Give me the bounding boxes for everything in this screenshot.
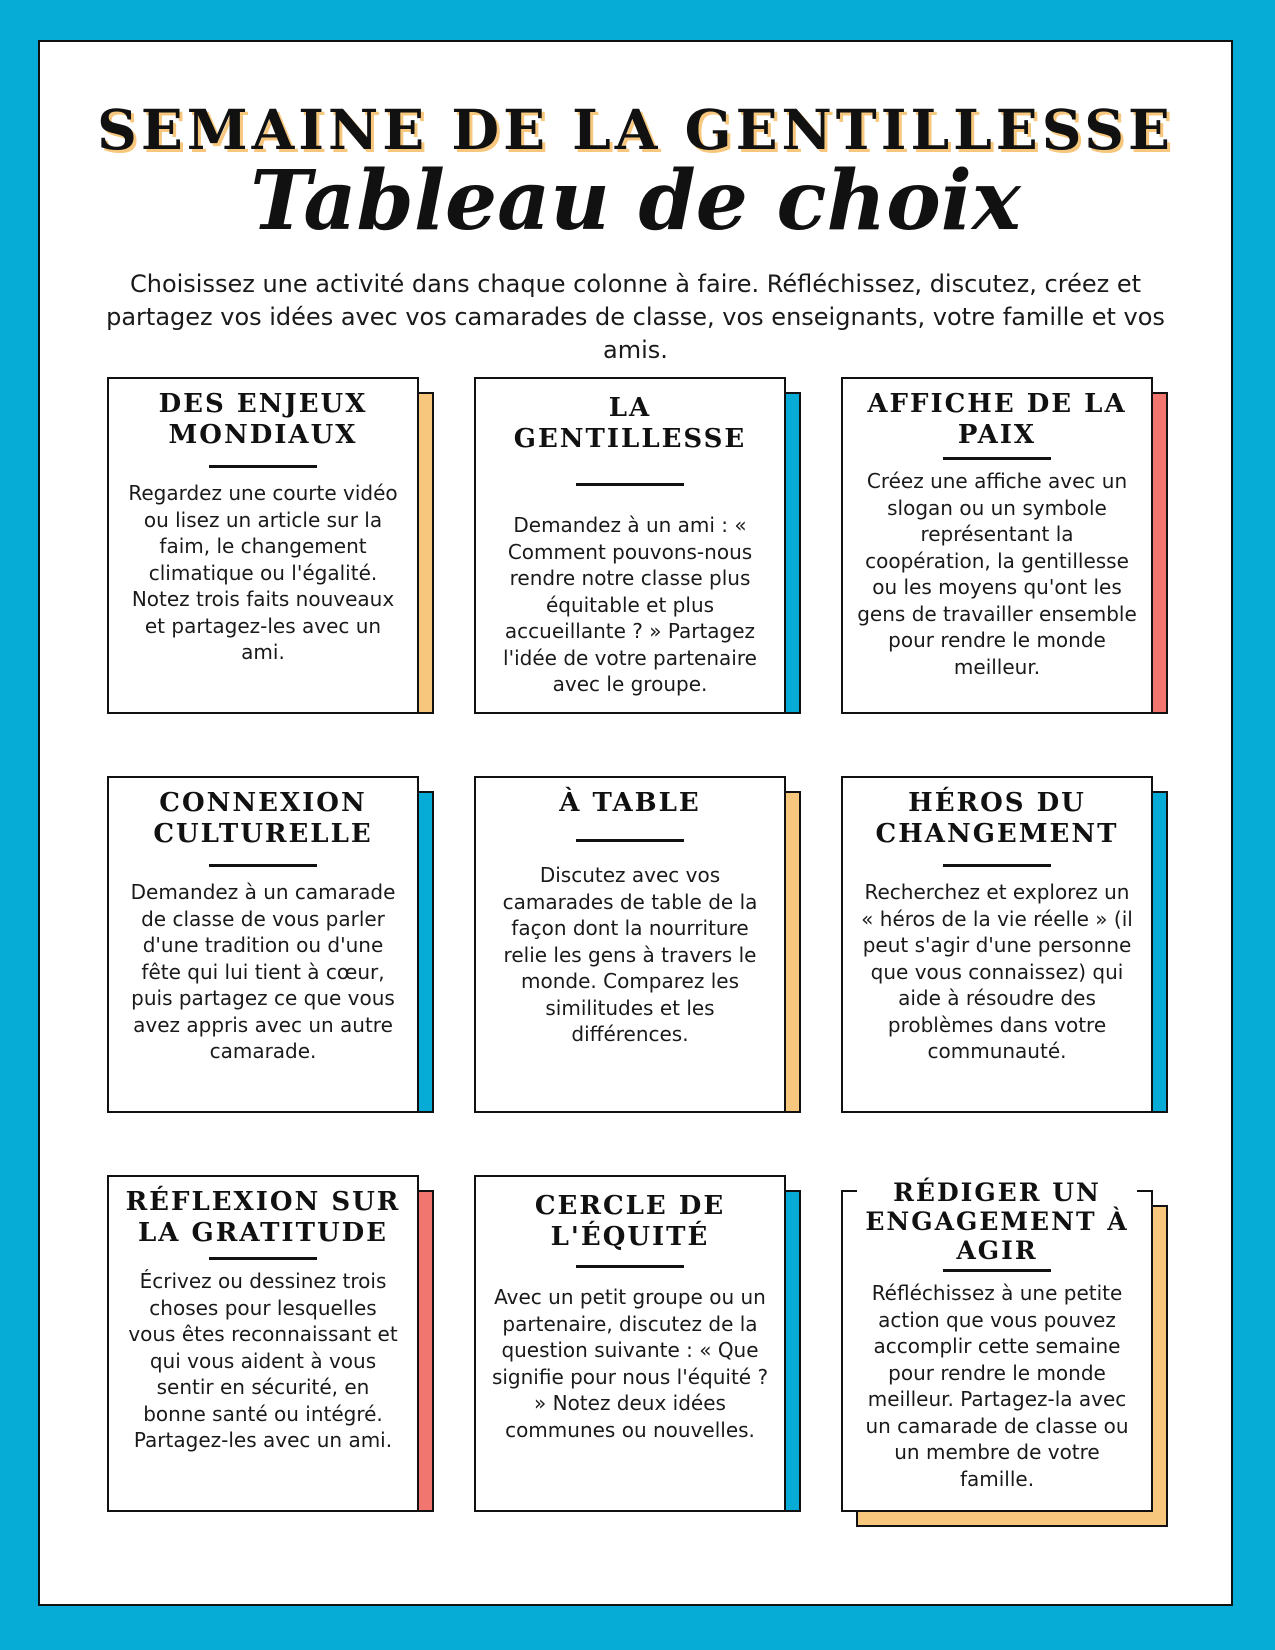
- card-text: Demandez à un ami : « Comment pouvons-nous rendre notre classe plus équitable et plus accueillante ? » Partagez l'idée de votre partenaire avec le groupe.: [503, 513, 757, 696]
- card-body: [107, 377, 419, 714]
- card-title: AFFICHE DE LA PAIX: [867, 389, 1127, 450]
- card-divider: [209, 864, 317, 867]
- card-title: LA GENTILLESSE: [513, 393, 747, 454]
- choice-card: [107, 377, 419, 714]
- card-body: [841, 377, 1153, 714]
- card-body: [474, 1175, 786, 1512]
- card-title: HÉROS DU CHANGEMENT: [875, 788, 1119, 849]
- card-divider: [576, 839, 684, 842]
- card-divider: [209, 465, 317, 468]
- card-title: RÉFLEXION SUR LA GRATITUDE: [125, 1187, 401, 1248]
- card-body: [841, 776, 1153, 1113]
- intro-text: Choisissez une activité dans chaque colonne à faire. Réfléchissez, discutez, créez et partagez vos idées avec vos camarades de classe, vos enseignants, votre famille et vos amis.: [106, 270, 1165, 364]
- card-title: DES ENJEUX MONDIAUX: [158, 389, 368, 450]
- card-divider: [943, 864, 1051, 867]
- card-title: CONNEXION CULTURELLE: [153, 788, 373, 849]
- card-title: À TABLE: [559, 788, 701, 818]
- card-text: Avec un petit groupe ou un partenaire, discutez de la question suivante : « Que signifie pour nous l'équité ? » Notez deux idées communes ou nouvelles.: [491, 1285, 769, 1442]
- card-divider: [576, 1265, 684, 1268]
- page-subtitle: Tableau de choix: [250, 153, 1021, 249]
- card-text: Discutez avec vos camarades de table de la façon dont la nourriture relie les gens à travers le monde. Comparez les similitudes et les différences.: [502, 863, 758, 1046]
- card-body: [107, 776, 419, 1113]
- card-text: Écrivez ou dessinez trois choses pour lesquelles vous êtes reconnaissant et qui vous aident à vous sentir en sécurité, en bonne santé ou intégré. Partagez-les avec un ami.: [128, 1269, 398, 1452]
- card-divider: [943, 457, 1051, 460]
- choice-card: [474, 1175, 786, 1512]
- card-divider: [209, 1257, 317, 1260]
- page-title: SEMAINE DE LA GENTILLESSE: [97, 97, 1174, 162]
- page-sheet: [38, 40, 1233, 1606]
- card-text: Créez une affiche avec un slogan ou un symbole représentant la coopération, la gentillesse ou les moyens qu'ont les gens de travailler ensemble pour rendre le monde meilleur.: [857, 469, 1137, 679]
- card-body: [841, 1178, 1153, 1512]
- card-body: [474, 776, 786, 1113]
- choice-card: [841, 776, 1153, 1113]
- card-divider: [943, 1269, 1051, 1272]
- choice-card: [107, 776, 419, 1113]
- card-text: Regardez une courte vidéo ou lisez un article sur la faim, le changement climatique ou l'égalité. Notez trois faits nouveaux et partagez-les avec un ami.: [128, 481, 398, 664]
- card-body: [107, 1175, 419, 1512]
- card-text: Réfléchissez à une petite action que vous pouvez accomplir cette semaine pour rendre le monde meilleur. Partagez-la avec un camarade de classe ou un membre de votre famille.: [865, 1281, 1129, 1491]
- choice-card: [841, 377, 1153, 714]
- card-title: CERCLE DE L'ÉQUITÉ: [534, 1191, 726, 1252]
- card-text: Demandez à un camarade de classe de vous parler d'une tradition ou d'une fête qui lui tient à cœur, puis partagez ce que vous avez appris avec un autre camarade.: [130, 880, 396, 1063]
- card-body: [474, 377, 786, 714]
- choice-card: [841, 1178, 1153, 1527]
- card-text: Recherchez et explorez un « héros de la vie réelle » (il peut s'agir d'une personne que vous connaissez) qui aide à résoudre des problèmes dans votre communauté.: [861, 880, 1133, 1063]
- card-divider: [576, 483, 684, 486]
- choice-card: [474, 776, 786, 1113]
- choice-card: [107, 1175, 419, 1512]
- card-title: RÉDIGER UN ENGAGEMENT À AGIR: [857, 1178, 1137, 1265]
- choice-card: [474, 377, 786, 714]
